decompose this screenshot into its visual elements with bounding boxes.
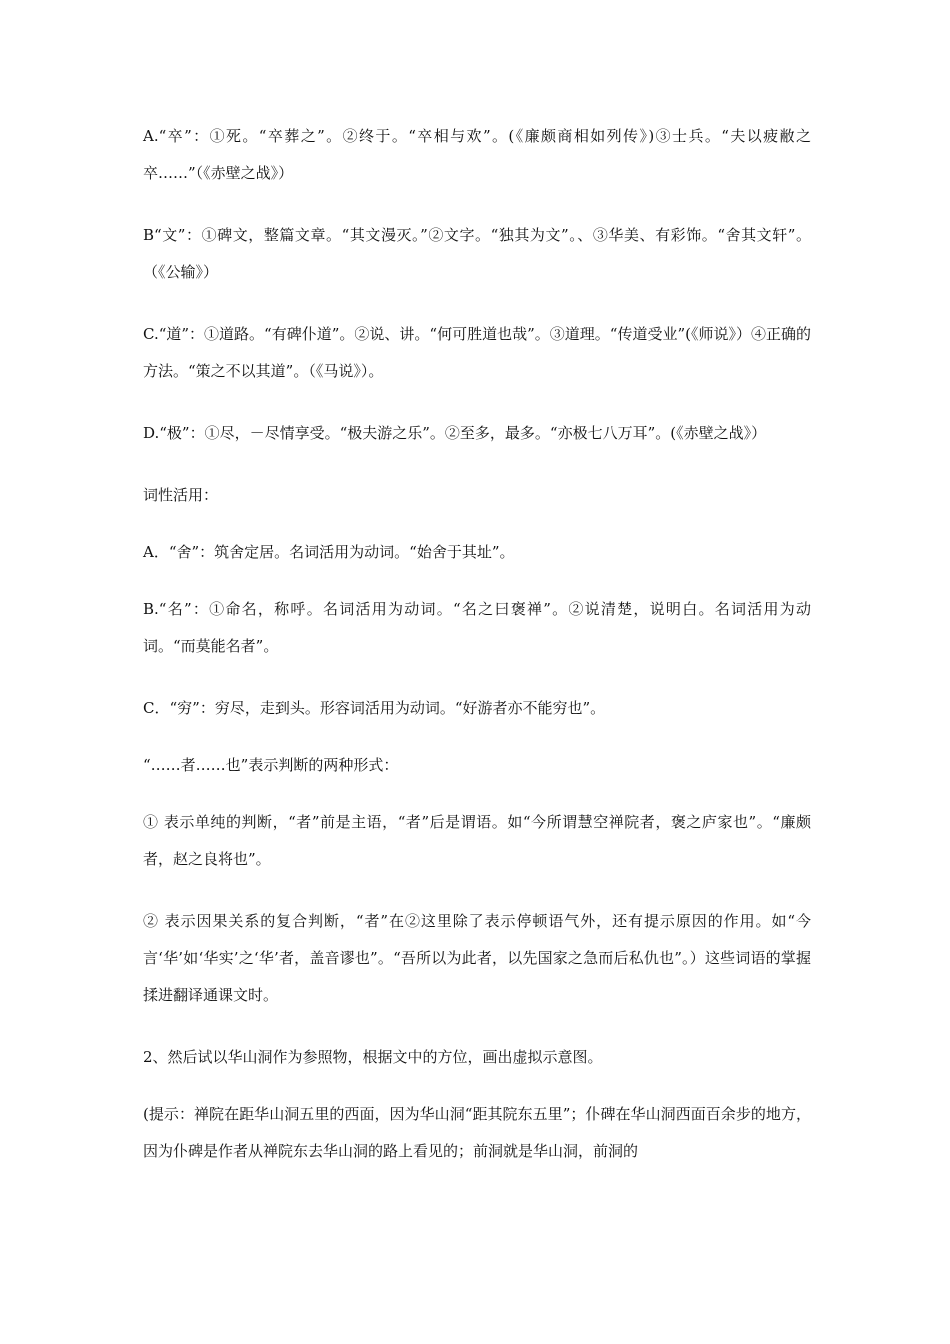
paragraph-ming: B.“名”：①命名，称呼。名词活用为动词。“名之曰褒禅”。②说清楚，说明白。名词活用为动词。“而莫能名者”。 [143, 600, 811, 655]
paragraph-judgment-simple: ① 表示单纯的判断，“者”前是主语，“者”后是谓语。如“今所谓慧空禅院者，褒之庐家也”。“廉颇者，赵之良将也”。 [143, 813, 811, 868]
paragraph-task-2: 2、然后试以华山洞作为参照物，根据文中的方位，画出虚拟示意图。 [143, 1048, 603, 1066]
paragraph-judgment-causal: ② 表示因果关系的复合判断，“者”在②这里除了表示停顿语气外，还有提示原因的作用。如“今言‘华’如‘华实’之‘华’者，盖音谬也”。“吾所以为此者，以先国家之急而后私仇也”。）这些词语的掌握揉进翻译通课文时。 [143, 912, 811, 1004]
document-page [143, 118, 811, 1195]
section-heading-judgment: “……者……也”表示判断的两种形式： [143, 756, 399, 774]
section-heading-word-class: 词性活用： [143, 486, 219, 504]
paragraph-hint: (提示：禅院在距华山洞五里的西面，因为华山洞“距其院东五里”；仆碑在华山洞西面百余步的地方，因为仆碑是作者从禅院东去华山洞的路上看见的；前洞就是华山洞，前洞的 [143, 1105, 811, 1160]
paragraph-she: A．“舍”：筑舍定居。名词活用为动词。“始舍于其址”。 [143, 543, 515, 561]
paragraph-qiong: C．“穷”：穷尽，走到头。形容词活用为动词。“好游者亦不能穷也”。 [143, 699, 606, 717]
paragraph-dao: C.“道”：①道路。“有碑仆道”。②说、讲。“何可胜道也哉”。③道理。“传道受业”(《师说》）④正确的方法。“策之不以其道”。（《马说》）。 [143, 325, 811, 380]
paragraph-zu: A.“卒”：①死。“卒葬之”。②终于。“卒相与欢”。(《廉颇商相如列传》)③士兵。“夫以疲敝之卒……”（《赤壁之战》） [143, 127, 811, 182]
paragraph-ji: D.“极”：①尽，－尽情享受。“极夫游之乐”。②至多，最多。“亦极七八万耳”。(《赤壁之战》） [143, 424, 767, 442]
paragraph-wen: B“文”：①碑文，整篇文章。“其文漫灭。”②文字。“独其为文”。、③华美、有彩饰。“舍其文轩”。（《公输》） [143, 226, 811, 281]
